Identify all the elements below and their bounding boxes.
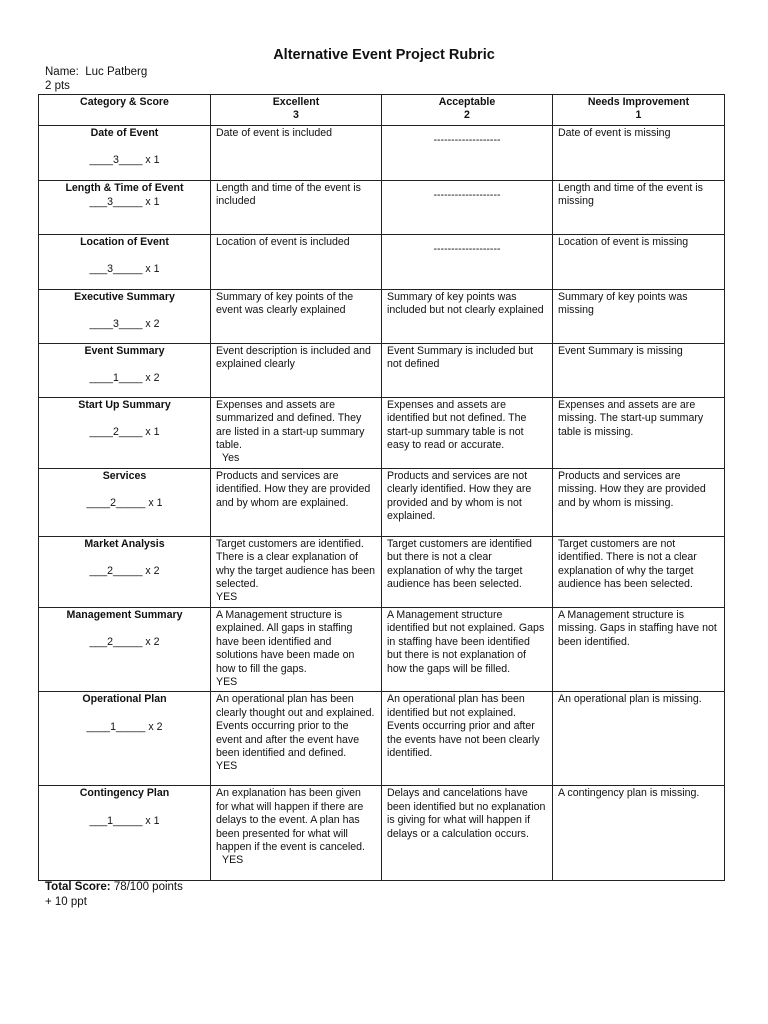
answer-mark: YES [216, 760, 238, 773]
needs-cell: Summary of key points was missing [553, 289, 725, 343]
student-name-line [45, 66, 147, 78]
excellent-cell: An explanation has been given for what will happen if there are delays to the event. A plan has been presented for what will happen if the event is canceled. YES [211, 786, 382, 881]
needs-cell: Products and services are missing. How they are provided and by whom is missing. [553, 468, 725, 536]
bonus-points: + 10 ppt [45, 896, 87, 908]
score-blank: ____2____ x 1 [89, 426, 160, 439]
needs-cell: Event Summary is missing [553, 343, 725, 397]
category-cell: Contingency Plan ___1_____ x 1 [39, 786, 211, 881]
total-score-label: Total Score: [45, 881, 111, 893]
category-cell: Market Analysis ___2_____ x 2 [39, 536, 211, 607]
acceptable-cell: A Management structure identified but not explained. Gaps in staffing have been identified but there is not explanation of how the gaps will be filled. [382, 607, 553, 691]
answer-mark: YES [216, 675, 238, 688]
needs-cell: Date of event is missing [553, 125, 725, 180]
acceptable-cell: Products and services are not clearly identified. How they are provided and by whom is not explained. [382, 468, 553, 536]
table-row [39, 125, 725, 180]
needs-cell: A contingency plan is missing. [553, 786, 725, 881]
category-cell: Date of Event ____3____ x 1 [39, 125, 211, 180]
acceptable-cell: Target customers are identified but there is not a clear explanation of why the target audience has been selected. [382, 536, 553, 607]
total-score-value: 78/100 points [113, 881, 183, 893]
header-acceptable: Acceptable 2 [382, 95, 553, 126]
answer-mark: YES [222, 854, 244, 867]
excellent-cell: Summary of key points of the event was clearly explained [211, 289, 382, 343]
acceptable-cell: Summary of key points was included but not clearly explained [382, 289, 553, 343]
score-blank: ___3_____ x 1 [89, 263, 160, 276]
category-cell: Executive Summary ____3____ x 2 [39, 289, 211, 343]
acceptable-cell: ------------------- [382, 125, 553, 180]
table-row [39, 289, 725, 343]
points-note: 2 pts [45, 80, 70, 92]
excellent-cell: Expenses and assets are summarized and defined. They are listed in a start-up summary table. Yes [211, 397, 382, 468]
score-blank: ____1____ x 2 [89, 372, 160, 385]
acceptable-cell: Delays and cancelations have been identified but no explanation is giving for what will happen if delays or a calculation occurs. [382, 786, 553, 881]
header-category: Category & Score [39, 95, 211, 126]
excellent-cell: Event description is included and explained clearly [211, 343, 382, 397]
excellent-cell: A Management structure is explained. All gaps in staffing have been identified and solutions have been made on how to fill the gaps. YES [211, 607, 382, 691]
table-row [39, 180, 725, 234]
excellent-cell: Target customers are identified. There is a clear explanation of why the target audience has been selected. YES [211, 536, 382, 607]
table-row [39, 536, 725, 607]
score-blank: ____3____ x 1 [89, 154, 160, 167]
table-row [39, 234, 725, 289]
acceptable-cell: An operational plan has been identified but not explained. Events occurring prior and after the events have not been clearly identified. [382, 692, 553, 786]
total-score [45, 881, 183, 893]
answer-mark: Yes [222, 452, 240, 465]
score-blank: ___3_____ x 1 [89, 196, 160, 209]
category-cell: Start Up Summary ____2____ x 1 [39, 397, 211, 468]
category-cell: Length & Time of Event ___3_____ x 1 [39, 180, 211, 234]
score-blank: ___2_____ x 2 [89, 565, 160, 578]
category-cell: Management Summary ___2_____ x 2 [39, 607, 211, 691]
rubric-table [38, 94, 725, 881]
table-row [39, 343, 725, 397]
needs-cell: An operational plan is missing. [553, 692, 725, 786]
table-row [39, 468, 725, 536]
name-label: Name: [45, 66, 79, 78]
answer-mark: YES [216, 591, 238, 604]
acceptable-cell: Expenses and assets are identified but not defined. The start-up summary table is not easy to read or accurate. [382, 397, 553, 468]
category-cell: Services ____2_____ x 1 [39, 468, 211, 536]
needs-cell: Expenses and assets are are missing. The start-up summary table is missing. [553, 397, 725, 468]
acceptable-cell: Event Summary is included but not defined [382, 343, 553, 397]
needs-cell: Location of event is missing [553, 234, 725, 289]
category-cell: Event Summary ____1____ x 2 [39, 343, 211, 397]
excellent-cell: Location of event is included [211, 234, 382, 289]
acceptable-cell: ------------------- [382, 234, 553, 289]
needs-cell: Length and time of the event is missing [553, 180, 725, 234]
category-cell: Location of Event ___3_____ x 1 [39, 234, 211, 289]
category-cell: Operational Plan ____1_____ x 2 [39, 692, 211, 786]
acceptable-cell: ------------------- [382, 180, 553, 234]
score-blank: ____2_____ x 1 [86, 497, 163, 510]
score-blank: ___1_____ x 1 [89, 814, 160, 827]
header-needs-improvement: Needs Improvement 1 [553, 95, 725, 126]
page-title: Alternative Event Project Rubric [273, 47, 495, 63]
score-blank: ____3____ x 2 [89, 318, 160, 331]
needs-cell: Target customers are not identified. There is not a clear explanation of why the target audience has been selected. [553, 536, 725, 607]
excellent-cell: Date of event is included [211, 125, 382, 180]
table-row [39, 607, 725, 691]
table-row [39, 786, 725, 881]
score-blank: ____1_____ x 2 [86, 720, 163, 733]
needs-cell: A Management structure is missing. Gaps in staffing have not been identified. [553, 607, 725, 691]
header-excellent: Excellent 3 [211, 95, 382, 126]
table-row [39, 692, 725, 786]
excellent-cell: Products and services are identified. How they are provided and by whom are explained. [211, 468, 382, 536]
score-blank: ___2_____ x 2 [89, 636, 160, 649]
excellent-cell: An operational plan has been clearly thought out and explained. Events occurring prior to the event and after the event have been identified and defined. YES [211, 692, 382, 786]
table-row [39, 397, 725, 468]
student-name: Luc Patberg [85, 66, 148, 78]
header-row [39, 95, 725, 126]
excellent-cell: Length and time of the event is included [211, 180, 382, 234]
